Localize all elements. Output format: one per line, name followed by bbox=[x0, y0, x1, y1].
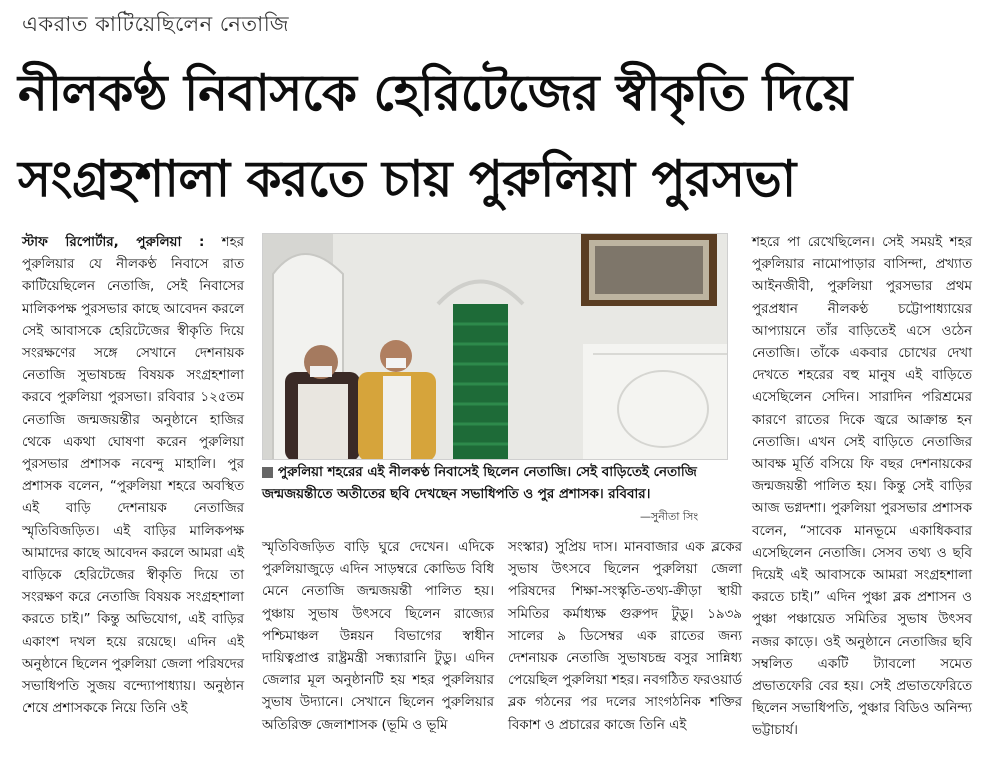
article-column-4 bbox=[752, 232, 972, 743]
column-1-text: শহর পুরুলিয়ার যে নীলকণ্ঠ নিবাসে রাত কাটিয়েছিলেন নেতাজি, সেই নিবাসের মালিকপক্ষ পুরসভার কাছে আবেদন করলে সেই আবাসকে হেরিটেজের স্বীকৃতি দিয়ে সংরক্ষণের সঙ্গে সেখানে দেশনায়ক নেতাজি সুভাষচন্দ্র বিষয়ক সংগ্রহশালা করবে পুরুলিয়া পুরসভা। রবিবার ১২৫তম নেতাজি জন্মজয়ন্তীর অনুষ্ঠানে হাজির থেকে একথা ঘোষণা করেন পুরুলিয়া পুরসভার প্রশাসক নবেন্দু মাহালি। পুর প্রশাসক বলেন, “পুরুলিয়া শহরে অবস্থিত এই বাড়ি দেশনায়ক নেতাজির স্মৃতিবিজড়িত। এই বাড়ির মালিকপক্ষ আমাদের কাছে আবেদন করলে আমরা এই বাড়িকে হেরিটেজের স্বীকৃতি দিয়ে তা সংরক্ষণ করে নেতাজি বিষয়ক সংগ্রহশালা করতে চাই।” কিন্তু অভিযোগ, এই বাড়ির একাংশ দখল হয়ে রয়েছে। এদিন এই অনুষ্ঠানে ছিলেন পুরুলিয়া জেলা পরিষদের সভাধিপতি সুজয় বন্দ্যোপাধ্যায়। অনুষ্ঠান শেষে প্রশাসককে নিয়ে তিনি ওই bbox=[22, 235, 244, 717]
headline-line-1: নীলকণ্ঠ নিবাসকে হেরিটেজের স্বীকৃতি দিয়ে bbox=[18, 64, 852, 122]
article-column-2 bbox=[262, 537, 494, 737]
photo-caption bbox=[262, 462, 728, 506]
column-4-text: শহরে পা রেখেছিলেন। সেই সময়ই শহর পুরুলিয়ার নামোপাড়ার বাসিন্দা, প্রখ্যাত আইনজীবী, পুরুলিয়া পুরসভার প্রথম পুরপ্রধান নীলকণ্ঠ চট্টোপাধ্যায়ের আপ্যায়নে তাঁর বাড়িতেই এসে ওঠেন নেতাজি। তাঁকে একবার চোখের দেখা দেখতে শহরের বহু মানুষ এই বাড়িতে এসেছিলেন সেদিন। সারাদিন পরিশ্রমের কারণে রাতের দিকে জ্বরে আক্রান্ত হন নেতাজি। এখন সেই বাড়িতে নেতাজির আবক্ষ মূর্তি বসিয়ে ফি বছর দেশনায়কের জন্মজয়ন্তী পালিত হয়। কিন্তু সেই বাড়ির আজ ভগ্নদশা। পুরুলিয়া পুরসভার প্রশাসক বলেন, “সাবেক মানভূমে একাধিকবার এসেছিলেন নেতাজি। সেসব তথ্য ও ছবি দিয়েই এই আবাসকে আমরা সংগ্রহশালা করতে চাই।” এদিন পুঞ্চা ব্লক প্রশাসন ও পুঞ্চা পঞ্চায়েত সমিতির সুভাষ উৎসব নজর কাড়ে। ওই অনুষ্ঠানে নেতাজির ছবি সম্বলিত একটি ট্যাবলো সমেত প্রভাতফেরি বের হয়। সেই প্রভাতফেরিতে ছিলেন সভাধিপতি, পুঞ্চার বিডিও অনিন্দ্য ভট্টাচার্য। bbox=[752, 235, 972, 739]
kicker: একরাত কাটিয়েছিলেন নেতাজি bbox=[22, 12, 290, 36]
caption-text: পুরুলিয়া শহরের এই নীলকণ্ঠ নিবাসেই ছিলেন নেতাজি। সেই বাড়িতেই নেতাজি জন্মজয়ন্তীতে অতীতের ছবি দেখছেন সভাধিপতি ও পুর প্রশাসক। রবিবার। bbox=[262, 465, 697, 502]
news-photo bbox=[262, 233, 728, 460]
article-column-3 bbox=[508, 537, 742, 737]
byline: স্টাফ রিপোর্টার, পুরুলিয়া : bbox=[22, 235, 205, 250]
column-2-text: স্মৃতিবিজড়িত বাড়ি ঘুরে দেখেন। এদিকে পুরুলিয়াজুড়ে এদিন সাড়ম্বরে কোভিড বিধি মেনে নেতাজি জন্মজয়ন্তী পালিত হয়। পুঞ্চায় সুভাষ উৎসবে ছিলেন রাজ্যের পশ্চিমাঞ্চল উন্নয়ন বিভাগের স্বাধীন দায়িত্বপ্রাপ্ত রাষ্ট্রমন্ত্রী সন্ধ্যারানি টুডু। এদিন জেলার মূল অনুষ্ঠানটি হয় শহর পুরুলিয়ার সুভাষ উদ্যানে। সেখানে ছিলেন পুরুলিয়ার অতিরিক্ত জেলাশাসক (ভূমি ও ভূমি bbox=[262, 540, 494, 733]
column-3-text: সংস্কার) সুপ্রিয় দাস। মানবাজার এক ব্লকের সুভাষ উৎসবে ছিলেন পুরুলিয়া জেলা পরিষদের শিক্ষা-সংস্কৃতি-তথ্য-ক্রীড়া স্থায়ী সমিতির কর্মাধ্যক্ষ গুরুপদ টুডু। ১৯৩৯ সালের ৯ ডিসেম্বর এক রাতের জন্য দেশনায়ক নেতাজি সুভাষচন্দ্র বসুর সান্নিধ্য পেয়েছিল পুরুলিয়া শহর। নবগঠিত ফরওয়ার্ড ব্লক গঠনের পর দলের সাংগঠনিক শক্তির বিকাশ ও প্রচারের কাজে তিনি এই bbox=[508, 540, 742, 733]
caption-marker bbox=[262, 467, 273, 478]
article-column-1 bbox=[22, 232, 244, 720]
photo-credit: —সুনীতা সিং bbox=[640, 510, 699, 523]
headline-line-2: সংগ্রহশালা করতে চায় পুরুলিয়া পুরসভা bbox=[18, 150, 796, 208]
